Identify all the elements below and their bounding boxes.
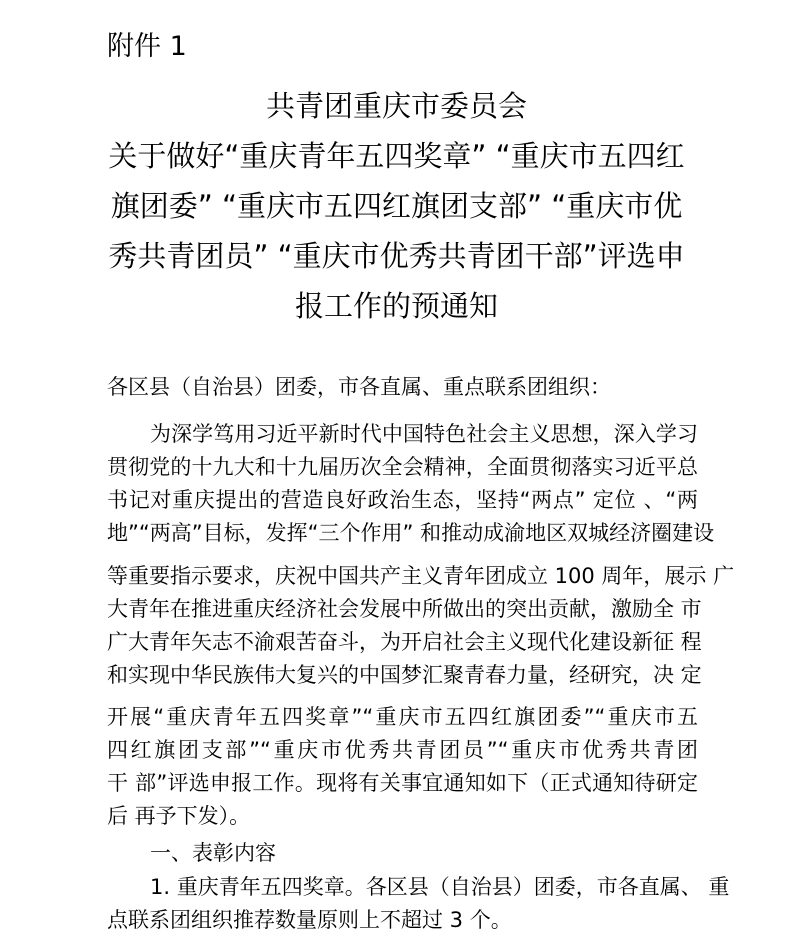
title-line-2: 关于做好“重庆青年五四奖章” “重庆市五四红 xyxy=(108,139,685,173)
paragraph-line: 干 部”评选申报工作。现将有关事宜通知如下（正式通知待研定 xyxy=(107,771,698,795)
paragraph-line: 开展“重庆青年五四奖章”“重庆市五四红旗团委”“重庆市五 xyxy=(107,705,698,729)
paragraph-line: 等重要指示要求，庆祝中国共产主义青年团成立 100 周年，展示 广 xyxy=(107,564,735,588)
item-line: 点联系团组织推荐数量原则上不超过 3 个。 xyxy=(107,908,512,932)
paragraph-line: 为深学笃用习近平新时代中国特色社会主义思想，深入学习 xyxy=(150,422,698,446)
paragraph-line: 和实现中华民族伟大复兴的中国梦汇聚青春力量，经研究，决 定 xyxy=(107,663,702,687)
paragraph-line: 后 再予下发）。 xyxy=(107,804,251,828)
title-line-5: 报工作的预通知 xyxy=(294,289,498,323)
paragraph-line: 广大青年矢志不渝艰苦奋斗，为开启社会主义现代化建设新征 程 xyxy=(107,630,702,654)
attachment-label: 附件 1 xyxy=(107,31,187,62)
section-heading: 一、表彰内容 xyxy=(150,841,276,865)
item-line: 1. 重庆青年五四奖章。各区县（自治县）团委，市各直属、 重 xyxy=(150,875,730,899)
paragraph-line: 贯彻党的十九大和十九届历次全会精神，全面贯彻落实习近平总 xyxy=(107,455,698,479)
salutation: 各区县（自治县）团委，市各直属、重点联系团组织： xyxy=(107,375,611,399)
title-org: 共青团重庆市委员会 xyxy=(265,89,527,123)
paragraph-line: 大青年在推进重庆经济社会发展中所做出的突出贡献，激励全 市 xyxy=(107,597,702,621)
title-line-3: 旗团委” “重庆市五四红旗团支部” “重庆市优 xyxy=(110,189,683,223)
paragraph-line: 地”“两高”目标，发挥“三个作用” 和推动成渝地区双城经济圈建设 xyxy=(107,521,715,545)
paragraph-line: 书记对重庆提出的营造良好政治生态，坚持“两点” 定位 、“两 xyxy=(107,488,698,512)
paragraph-line: 四红旗团支部”“重庆市优秀共青团员”“重庆市优秀共青团 xyxy=(107,738,698,762)
title-line-4: 秀共青团员” “重庆市优秀共青团干部”评选申 xyxy=(108,239,685,273)
